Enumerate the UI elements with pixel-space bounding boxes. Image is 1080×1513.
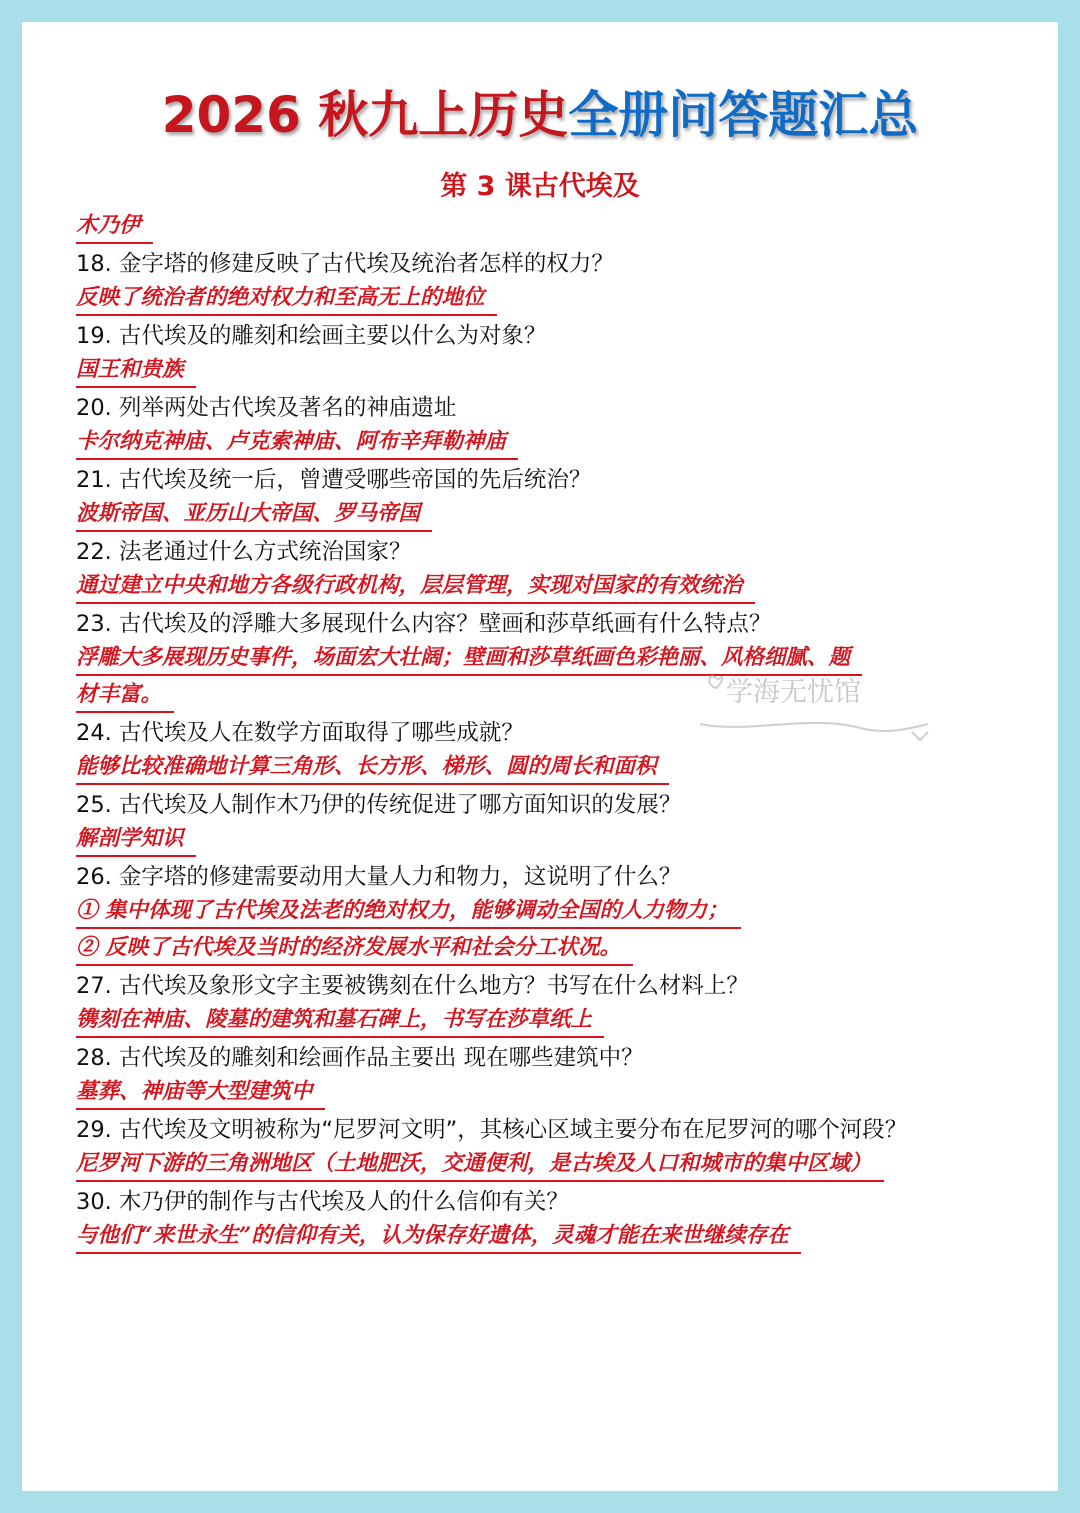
- lesson-subtitle: 第 3 课古代埃及: [440, 171, 640, 202]
- answer-line: 与他们“来世永生”的信仰有关，认为保存好遗体，灵魂才能在来世继续存在: [76, 1220, 801, 1254]
- question-item: 29. 古代埃及文明被称为“尼罗河文明”，其核心区域主要分布在尼罗河的哪个河段？: [76, 1117, 908, 1143]
- answer-line: 能够比较准确地计算三角形、长方形、梯形、圆的周长和面积: [76, 751, 669, 785]
- answer-line: 尼罗河下游的三角洲地区（土地肥沃，交通便利，是古埃及人口和城市的集中区域）: [76, 1148, 884, 1182]
- question-item: 30. 木乃伊的制作与古代埃及人的什么信仰有关？: [76, 1189, 569, 1215]
- title-part-red: 2026 秋九上历史: [161, 86, 569, 144]
- page-title: [22, 84, 1058, 146]
- answer-line: 浮雕大多展现历史事件，场面宏大壮阔；壁画和莎草纸画色彩艳丽、风格细腻、题: [76, 642, 862, 676]
- title-part-blue: 全册问答题汇总: [568, 86, 919, 144]
- answer-line: ② 反映了古代埃及当时的经济发展水平和社会分工状况。: [76, 932, 633, 966]
- question-item: 21. 古代埃及统一后，曾遭受哪些帝国的先后统治？: [76, 467, 592, 493]
- answer-line: 卡尔纳克神庙、卢克索神庙、阿布辛拜勒神庙: [76, 426, 518, 460]
- answer-line: 墓葬、神庙等大型建筑中: [76, 1076, 325, 1110]
- answer-line: 镌刻在神庙、陵墓的建筑和墓石碑上，书写在莎草纸上: [76, 1004, 604, 1038]
- answer-line: 反映了统治者的绝对权力和至高无上的地位: [76, 282, 497, 316]
- question-item: 25. 古代埃及人制作木乃伊的传统促进了哪方面知识的发展？: [76, 792, 682, 818]
- question-item: 24. 古代埃及人在数学方面取得了哪些成就？: [76, 720, 524, 746]
- question-item: 27. 古代埃及象形文字主要被镌刻在什么地方？书写在什么材料上？: [76, 973, 749, 999]
- answer-line: 通过建立中央和地方各级行政机构，层层管理，实现对国家的有效统治: [76, 570, 755, 604]
- answer-line: 木乃伊: [76, 210, 153, 244]
- watermark-text: 学海无忧馆: [726, 677, 861, 708]
- document-page: [22, 22, 1058, 1491]
- question-item: 26. 金字塔的修建需要动用大量人力和物力，这说明了什么？: [76, 864, 682, 890]
- answer-line: ① 集中体现了古代埃及法老的绝对权力，能够调动全国的人力物力；: [76, 895, 741, 929]
- watermark: [690, 662, 940, 742]
- answer-line: 国王和贵族: [76, 354, 196, 388]
- question-item: 28. 古代埃及的雕刻和绘画作品主要出 现在哪些建筑中？: [76, 1045, 644, 1071]
- question-item: 19. 古代埃及的雕刻和绘画主要以什么为对象？: [76, 323, 547, 349]
- question-item: 18. 金字塔的修建反映了古代埃及统治者怎样的权力？: [76, 251, 614, 277]
- answer-line: 解剖学知识: [76, 823, 196, 857]
- question-item: 23. 古代埃及的浮雕大多展现什么内容？壁画和莎草纸画有什么特点？: [76, 611, 772, 637]
- question-item: 20. 列举两处古代埃及著名的神庙遗址: [76, 395, 457, 421]
- question-item: 22. 法老通过什么方式统治国家？: [76, 539, 412, 565]
- answer-line: 波斯帝国、亚历山大帝国、罗马帝国: [76, 498, 432, 532]
- answer-line: 材丰富。: [76, 679, 174, 713]
